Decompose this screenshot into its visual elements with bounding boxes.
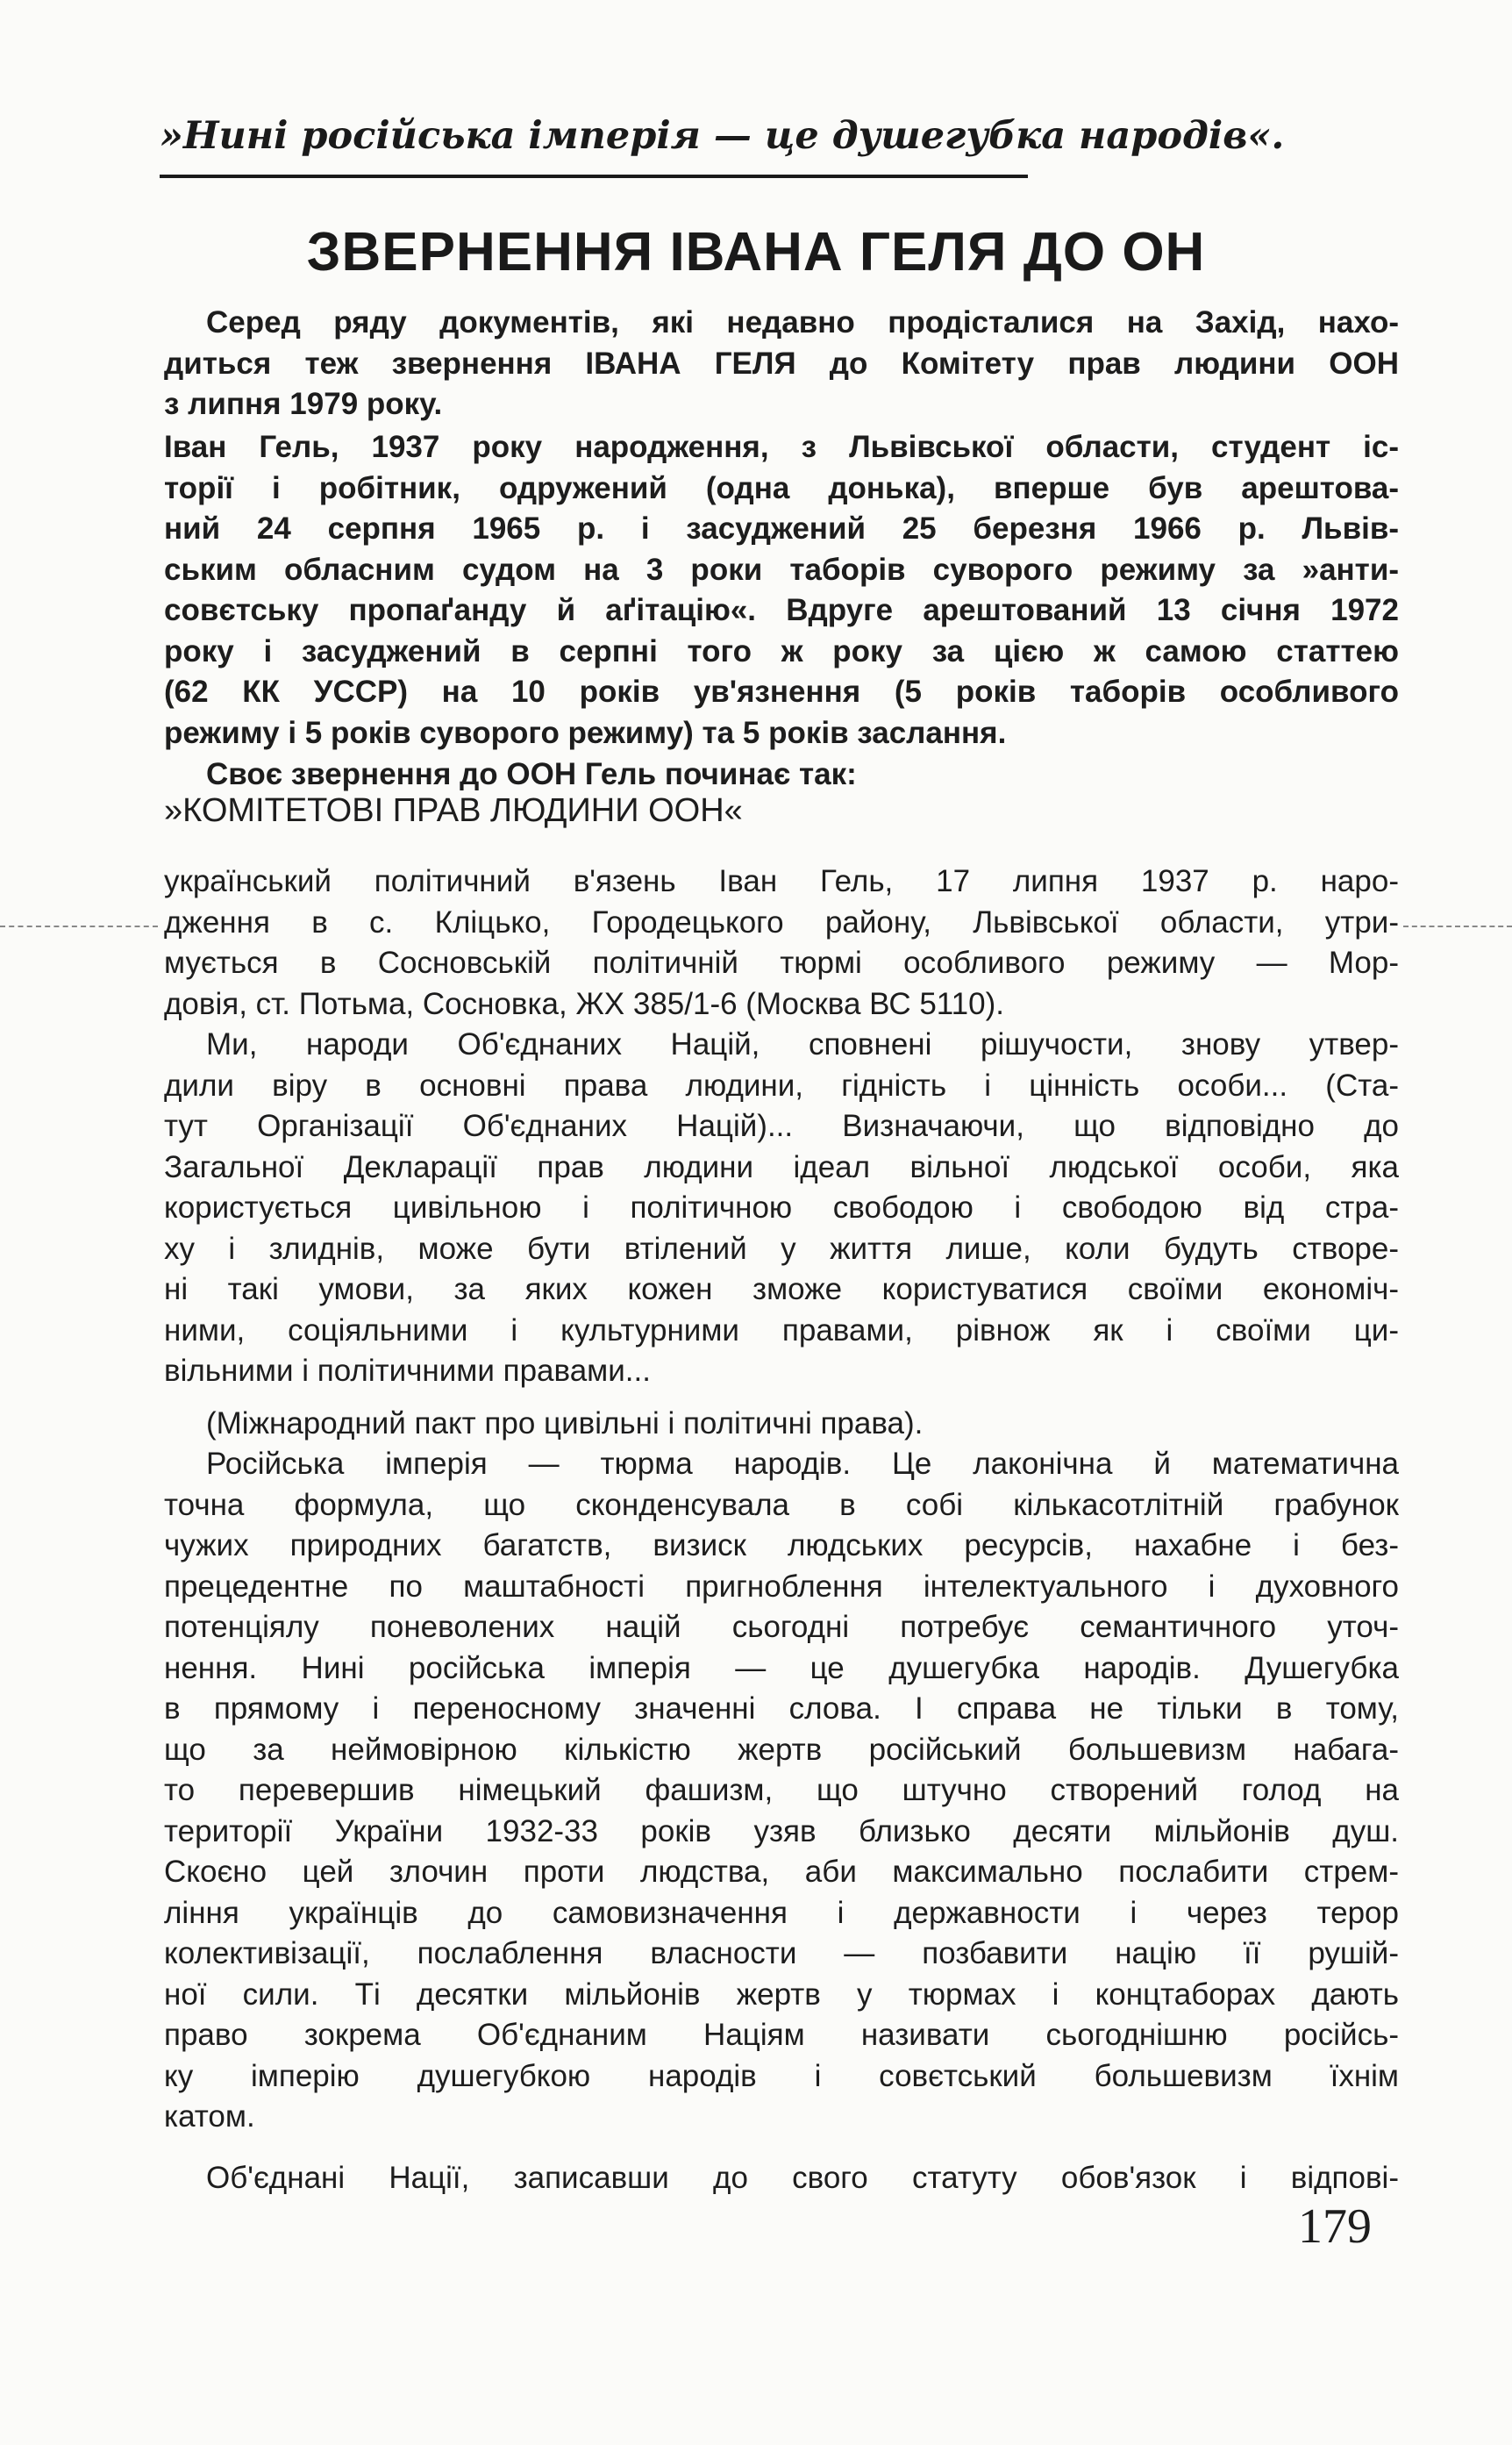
body-line: катом.: [164, 2099, 255, 2134]
sender-paragraph: [164, 861, 1399, 1025]
quote-line: ні такі умови, за яких кожен зможе користуватися своїми економіч-: [164, 1272, 1399, 1306]
quote-line: тут Організації Об'єднаних Націй)... Визначаючи, що відповідно до: [164, 1109, 1399, 1143]
running-head: »Нині російська імперія — це душегубка народів«.: [160, 114, 1285, 158]
final-line: Об'єднані Нації, записавши до свого статуту обов'язок і відпові-: [206, 2161, 1399, 2195]
body-line: території України 1932-33 років узяв близько десяти мільйонів душ.: [164, 1813, 1399, 1848]
quote-line: вільними і політичними правами...: [164, 1354, 651, 1388]
bio-line: (62 КК УССР) на 10 років ув'язнення (5 років таборів особливого: [164, 675, 1399, 709]
body-line: ління українців до самовизначення і державности і через терор: [164, 1895, 1399, 1930]
body-line: чужих природних багатств, визиск людських ресурсів, нахабне і без-: [164, 1528, 1399, 1562]
quote-line: ху і злиднів, може бути втілений у життя лише, коли будуть створе-: [164, 1231, 1399, 1266]
body-line: право зокрема Об'єднаним Націям називати сьогоднішню російсь-: [164, 2018, 1399, 2052]
bio-line: Іван Гель, 1937 року народження, з Львівської области, студент іс-: [164, 430, 1399, 464]
intro-sentence: [164, 754, 1399, 796]
body-line: ної сили. Ті десятки мільйонів жертв у тюрмах і концтаборах дають: [164, 1977, 1399, 2012]
body-line: що за неймовірною кількістю жертв російський большевизм набага-: [164, 1732, 1399, 1767]
body-line: прецедентне по маштабності пригноблення інтелектуального і духовного: [164, 1569, 1399, 1604]
intro-paragraph: [164, 303, 1399, 425]
intro-line: диться теж звернення ІВАНА ГЕЛЯ до Комітету прав людини ООН: [164, 346, 1399, 381]
quote-source-text: (Міжнародний пакт про цивільні і політичні права).: [206, 1406, 924, 1441]
body-line: Скоєно цей злочин проти людства, аби максимально послабити стрем-: [164, 1855, 1399, 1889]
quote-line: ними, соціяльними і культурними правами, рівнож як і своїми ци-: [164, 1312, 1399, 1348]
sender-line: довія, ст. Потьма, Сосновка, ЖХ 385/1-6 (Москва ВС 5110).: [164, 986, 1004, 1021]
quote-line: користується цивільною і політичною свободою і свободою від стра-: [164, 1190, 1399, 1225]
intro-line: з липня 1979 року.: [164, 387, 443, 421]
quote-line: Ми, народи Об'єднаних Націй, сповнені рішучости, знову утвер-: [206, 1027, 1399, 1062]
bio-line: режиму і 5 років суворого режиму) та 5 років заслання.: [164, 715, 1007, 750]
bio-line: ським обласним судом на 3 роки таборів суворого режиму за »анти-: [164, 552, 1399, 587]
body-line: то перевершив німецький фашизм, що штучно створений голод на: [164, 1773, 1399, 1807]
biography-paragraph: [164, 427, 1399, 754]
body-line: ку імперію душегубкою народів і совєтський большевизм їхнім: [164, 2058, 1399, 2093]
address-heading: »КОМІТЕТОВІ ПРАВ ЛЮДИНИ ООН«: [164, 792, 743, 829]
intro-line: Серед ряду документів, які недавно продісталися на Захід, нахо-: [206, 305, 1399, 340]
body-line: точна формула, що сконденсувала в собі кількасотлітній грабунок: [164, 1487, 1399, 1522]
fold-mark-right: [1403, 926, 1512, 927]
bio-line: торії і робітник, одружений (одна донька), вперше був арештова-: [164, 470, 1399, 505]
quote-paragraph: [164, 1025, 1399, 1392]
page-number: 179: [1298, 2199, 1372, 2254]
sender-line: український політичний в'язень Іван Гель, 17 липня 1937 р. наро-: [164, 864, 1399, 898]
page-title: ЗВЕРНЕННЯ ІВАНА ГЕЛЯ ДО ОН: [306, 222, 1206, 282]
body-line: потенціялу поневолених націй сьогодні потребує семантичного уточ-: [164, 1610, 1399, 1644]
body-line: колективізації, послаблення власности — позбавити націю її рушій-: [164, 1936, 1399, 1970]
sender-line: мується в Сосновській політичній тюрмі особливого режиму — Мор-: [164, 946, 1399, 980]
quote-line: Загальної Декларації прав людини ідеал вільної людської особи, яка: [164, 1149, 1399, 1184]
bio-line: року і засуджений в серпні того ж року за цією ж самою статтею: [164, 633, 1399, 668]
body-line: в прямому і переносному значенні слова. І справа не тільки в тому,: [164, 1691, 1399, 1726]
final-paragraph: [164, 2158, 1399, 2199]
body-paragraph: [164, 1444, 1399, 2138]
intro-sentence-text: Своє звернення до ООН Гель починає так:: [206, 757, 857, 791]
quote-line: дили віру в основні права людини, гідність і цінність особи... (Ста-: [164, 1068, 1399, 1103]
fold-mark-left: [0, 926, 158, 927]
body-line: нення. Нині російська імперія — це душегубка народів. Душегубка: [164, 1650, 1399, 1685]
bio-line: совєтську пропаґанду й аґітацію«. Вдруге арештований 13 січня 1972: [164, 593, 1399, 627]
bio-line: ний 24 серпня 1965 р. і засуджений 25 березня 1966 р. Львів-: [164, 511, 1399, 546]
running-head-rule: [160, 175, 1028, 178]
body-line: Російська імперія — тюрма народів. Це лаконічна й математична: [206, 1447, 1399, 1481]
quote-source: [164, 1404, 1399, 1445]
sender-line: дження в с. Кліцько, Городецького району, Львівської области, утри-: [164, 904, 1399, 940]
